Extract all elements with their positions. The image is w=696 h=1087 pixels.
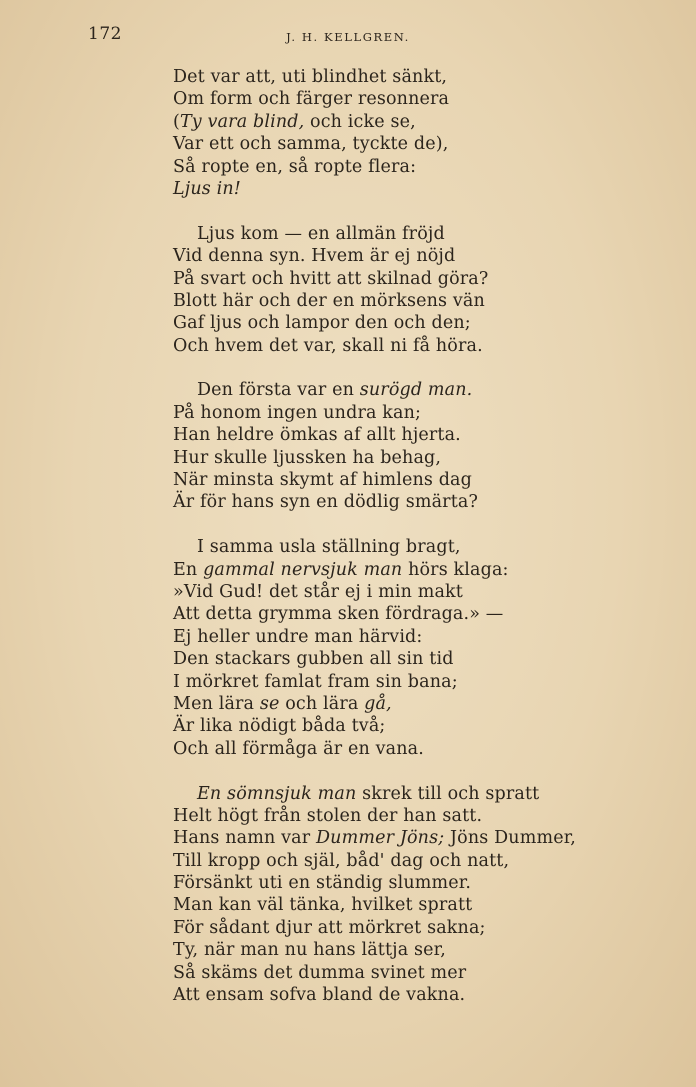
poem-line	[173, 939, 613, 961]
text-segment: Var ett och samma, tyckte de),	[173, 134, 449, 155]
text-segment: När minsta skymt af himlens dag	[173, 470, 472, 491]
text-segment: Det var att, uti blindhet sänkt,	[173, 67, 448, 87]
poem-line	[173, 66, 613, 88]
poem-line	[173, 603, 613, 625]
text-segment: Blott här och der en mörksens vän	[173, 290, 485, 311]
poem-line	[173, 223, 613, 245]
text-segment: Är lika nödigt båda två;	[173, 716, 386, 737]
text-segment: Om form och färger resonnera	[173, 89, 450, 110]
poem-line	[173, 894, 613, 916]
poem-body	[173, 66, 613, 1006]
text-segment: och icke se,	[304, 111, 416, 132]
italic-text: gammal nervsjuk man	[203, 559, 403, 580]
poem-line	[173, 178, 613, 200]
poem-line	[173, 738, 613, 760]
poem-line	[173, 268, 613, 290]
text-segment: Att detta grymma sken fördraga.» —	[173, 604, 504, 625]
text-segment: Ljus kom — en allmän fröjd	[197, 223, 445, 244]
running-head: J. H. KELLGREN.	[286, 30, 410, 44]
poem-line	[173, 827, 613, 849]
poem-line	[173, 850, 613, 872]
poem-line	[173, 693, 613, 715]
text-segment: På svart och hvitt att skilnad göra?	[173, 268, 489, 289]
poem-line	[173, 402, 613, 424]
text-segment: Försänkt uti en ständig slummer.	[173, 873, 472, 894]
text-segment: Den stackars gubben all sin tid	[173, 649, 454, 670]
text-segment: (	[173, 111, 180, 132]
text-segment: Den första var en	[197, 380, 360, 401]
text-segment: I mörkret famlat fram sin bana;	[173, 671, 458, 692]
text-segment: Gaf ljus och lampor den och den;	[173, 313, 471, 334]
poem-line	[173, 671, 613, 693]
page-number: 172	[88, 24, 122, 44]
poem-line	[173, 469, 613, 491]
text-segment: och lära	[279, 693, 365, 714]
text-segment: Helt högt från stolen der han satt.	[173, 805, 483, 826]
text-segment: I samma usla ställning bragt,	[197, 537, 461, 558]
poem-line	[173, 962, 613, 984]
poem-line	[173, 626, 613, 648]
text-segment: Ty, när man nu hans lättja ser,	[173, 940, 446, 961]
italic-text: Ljus in!	[173, 178, 241, 199]
poem-line	[173, 715, 613, 737]
poem-line	[173, 290, 613, 312]
poem-line	[173, 335, 613, 357]
text-segment: Att ensam sofva bland de vakna.	[173, 985, 466, 1006]
poem-line	[173, 872, 613, 894]
text-segment: Man kan väl tänka, hvilket spratt	[173, 895, 473, 916]
text-segment: Och all förmåga är en vana.	[173, 738, 424, 759]
text-segment: För sådant djur att mörkret sakna;	[173, 917, 486, 938]
poem-line	[173, 581, 613, 603]
text-segment: »Vid Gud! det står ej i min makt	[173, 581, 463, 602]
poem-line	[173, 984, 613, 1006]
poem-line	[173, 312, 613, 334]
text-segment: Vid denna syn. Hvem är ej nöjd	[173, 246, 456, 267]
italic-text: Ty vara blind,	[179, 111, 305, 132]
text-segment: Han heldre ömkas af allt hjerta.	[173, 425, 461, 446]
text-segment: Men lära	[173, 693, 260, 714]
text-segment: Och hvem det var, skall ni få höra.	[173, 335, 483, 356]
text-segment: Till kropp och själ, båd' dag och natt,	[173, 850, 510, 871]
italic-text: Dummer Jöns;	[316, 828, 445, 849]
poem-line	[173, 536, 613, 558]
text-segment: Hur skulle ljusskеn ha behag,	[173, 447, 442, 468]
poem-line	[173, 917, 613, 939]
poem-line	[173, 648, 613, 670]
poem-line	[173, 491, 613, 513]
text-segment: Jöns Dummer,	[444, 828, 577, 849]
poem-line	[173, 245, 613, 267]
poem-line	[173, 805, 613, 827]
text-segment: Hans namn var	[173, 828, 316, 849]
poem-line	[173, 783, 613, 805]
text-segment: En	[173, 559, 204, 580]
poem-line	[173, 111, 613, 133]
poem-line	[173, 379, 613, 401]
poem-line	[173, 88, 613, 110]
text-segment: Så skäms det dumma svinet mer	[173, 962, 467, 983]
text-segment: Ej heller undre man härvid:	[173, 626, 423, 647]
italic-text: surögd man.	[359, 380, 473, 401]
poem-line	[173, 447, 613, 469]
italic-text: se	[259, 693, 280, 714]
text-segment: hörs klaga:	[402, 559, 509, 580]
text-segment: På honom ingen undra kan;	[173, 402, 422, 423]
text-segment: Är för hans syn en dödlig smärta?	[173, 492, 478, 513]
text-segment: Så ropte en, så ropte flera:	[173, 156, 417, 177]
italic-text: gå,	[364, 693, 392, 714]
poem-line	[173, 559, 613, 581]
text-segment: skrek till och spratt	[356, 783, 540, 804]
poem-line	[173, 133, 613, 155]
poem-line	[173, 424, 613, 446]
poem-line	[173, 156, 613, 178]
italic-text: En sömnsjuk man	[197, 783, 357, 804]
